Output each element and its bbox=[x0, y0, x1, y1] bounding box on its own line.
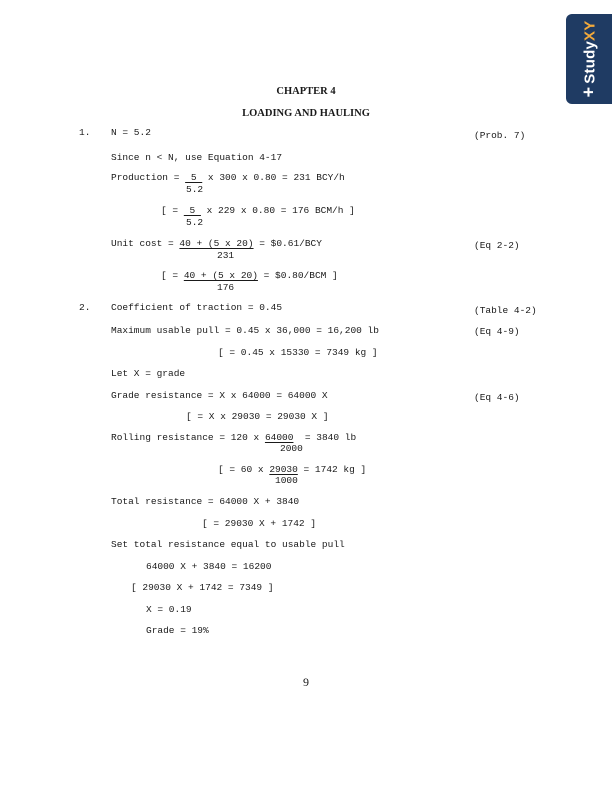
p1-unit-cost-denominator: 231 bbox=[217, 250, 235, 261]
p1-production-denominator: 5.2 bbox=[186, 184, 204, 195]
p1-unit-cost-metric-denominator: 176 bbox=[217, 282, 235, 293]
p2-rolling-resistance-metric: [ = 60 x 29030 = 1742 kg ] bbox=[218, 464, 367, 475]
page-number: 9 bbox=[303, 675, 309, 689]
p2-total-resistance-metric: [ = 29030 X + 1742 ] bbox=[202, 518, 317, 529]
p2-grade-resistance: Grade resistance = X x 64000 = 64000 X bbox=[111, 390, 328, 401]
p2-rolling-resistance-metric-denominator: 1000 bbox=[275, 475, 298, 486]
p2-max-usable-pull: Maximum usable pull = 0.45 x 36,000 = 16,200 lb bbox=[111, 325, 379, 336]
p2-rolling-resistance-denominator: 2000 bbox=[280, 443, 303, 454]
p2-x-value: X = 0.19 bbox=[146, 604, 192, 615]
problem-number-2: 2. bbox=[79, 302, 91, 313]
p2-reference-eq-4-9: (Eq 4-9) bbox=[474, 326, 520, 337]
p2-reference-table-4-2: (Table 4-2) bbox=[474, 305, 537, 316]
p2-coefficient-traction: Coefficient of traction = 0.45 bbox=[111, 302, 283, 313]
p2-rolling-resistance: Rolling resistance = 120 x 64000 = 3840 lb bbox=[111, 432, 357, 443]
p1-unit-cost-metric: [ = 40 + (5 x 20) = $0.80/BCM ] bbox=[161, 270, 338, 281]
p1-line-since: Since n < N, use Equation 4-17 bbox=[111, 152, 283, 163]
p2-grade-resistance-metric: [ = X x 29030 = 29030 X ] bbox=[186, 411, 329, 422]
p2-max-usable-pull-metric: [ = 0.45 x 15330 = 7349 kg ] bbox=[218, 347, 378, 358]
p2-reference-eq-4-6: (Eq 4-6) bbox=[474, 392, 520, 403]
p2-set-equal: Set total resistance equal to usable pull bbox=[111, 539, 345, 550]
section-title: LOADING AND HAULING bbox=[242, 108, 370, 119]
p1-reference-eq-2-2: (Eq 2-2) bbox=[474, 240, 520, 251]
p2-equation-imperial: 64000 X + 3840 = 16200 bbox=[146, 561, 272, 572]
p1-unit-cost-equation: Unit cost = 40 + (5 x 20) = $0.61/BCY bbox=[111, 238, 322, 249]
p2-grade-result: Grade = 19% bbox=[146, 625, 209, 636]
p2-total-resistance: Total resistance = 64000 X + 3840 bbox=[111, 496, 300, 507]
p1-reference-prob: (Prob. 7) bbox=[474, 130, 526, 141]
p2-let-x: Let X = grade bbox=[111, 368, 186, 379]
studyxy-logo: +StudyXY bbox=[578, 20, 599, 98]
p2-equation-metric: [ 29030 X + 1742 = 7349 ] bbox=[131, 582, 274, 593]
p1-line-n: N = 5.2 bbox=[111, 127, 151, 138]
p1-production-metric: [ = 5 x 229 x 0.80 = 176 BCM/h ] bbox=[161, 205, 355, 216]
plus-icon: + bbox=[578, 86, 599, 98]
chapter-title: CHAPTER 4 bbox=[276, 86, 336, 97]
problem-number-1: 1. bbox=[79, 127, 91, 138]
p1-production-metric-denominator: 5.2 bbox=[186, 217, 204, 228]
p1-production-equation: Production = 5 x 300 x 0.80 = 231 BCY/h bbox=[111, 172, 345, 183]
